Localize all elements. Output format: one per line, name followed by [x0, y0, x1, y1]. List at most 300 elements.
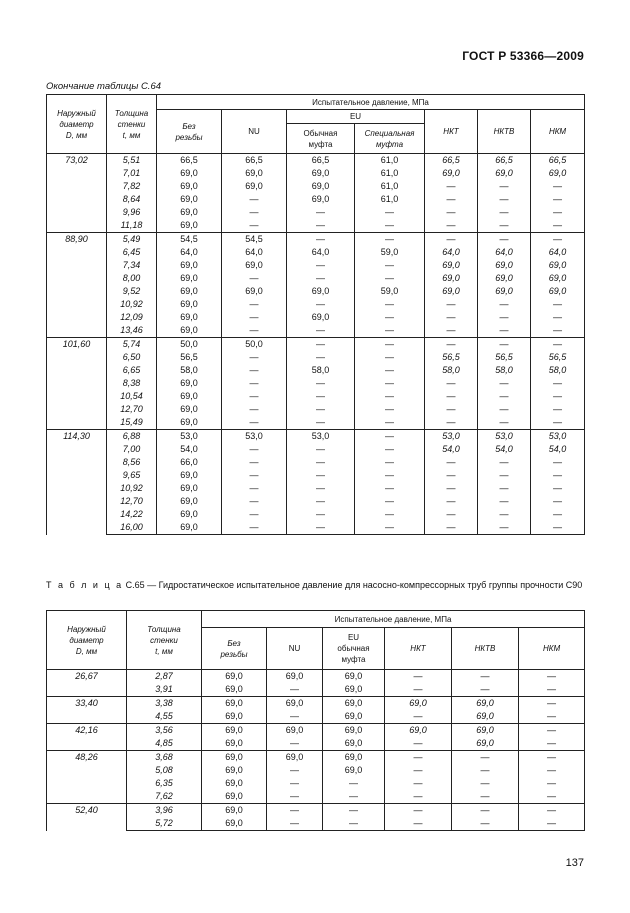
pressure-cell: 69,0 — [157, 390, 222, 403]
pressure-cell: 69,0 — [287, 311, 355, 324]
pressure-cell: — — [355, 508, 425, 521]
pressure-cell: — — [478, 206, 531, 219]
col-eu-special: Специальная муфта — [355, 124, 425, 154]
pressure-cell: 69,0 — [267, 724, 323, 738]
wall-thickness-cell: 3,91 — [127, 683, 202, 697]
pressure-cell: 69,0 — [157, 324, 222, 338]
pressure-cell: — — [452, 764, 519, 777]
pressure-cell: 54,5 — [222, 233, 287, 247]
pressure-cell: 69,0 — [323, 737, 385, 751]
table-row — [47, 443, 585, 456]
pressure-cell: — — [425, 456, 478, 469]
pressure-cell: — — [519, 817, 585, 831]
table-c64 — [46, 94, 585, 535]
pressure-cell: — — [425, 469, 478, 482]
pressure-cell: — — [355, 456, 425, 469]
pressure-cell: 64,0 — [478, 246, 531, 259]
pressure-cell: 61,0 — [355, 167, 425, 180]
col-outer-diameter: Наружный диаметр D, мм — [47, 611, 127, 670]
pressure-cell: 64,0 — [531, 246, 585, 259]
pressure-cell: 69,0 — [157, 180, 222, 193]
pressure-cell: 69,0 — [222, 259, 287, 272]
col-nu: NU — [267, 628, 323, 670]
table-row — [47, 482, 585, 495]
pressure-cell: 69,0 — [323, 751, 385, 765]
pressure-cell: — — [478, 233, 531, 247]
pressure-cell: 69,0 — [323, 670, 385, 684]
table-row — [47, 154, 585, 168]
pressure-cell: — — [478, 324, 531, 338]
pressure-cell: 69,0 — [531, 285, 585, 298]
pressure-cell: — — [287, 508, 355, 521]
col-nu: NU — [222, 110, 287, 154]
wall-thickness-cell: 16,00 — [107, 521, 157, 535]
pressure-cell: 53,0 — [425, 430, 478, 444]
pressure-cell: — — [531, 482, 585, 495]
pressure-cell: 69,0 — [157, 219, 222, 233]
pressure-cell: — — [323, 777, 385, 790]
pressure-cell: — — [355, 298, 425, 311]
table-row — [47, 167, 585, 180]
pressure-cell: — — [267, 790, 323, 804]
pressure-cell: — — [425, 377, 478, 390]
pressure-cell: — — [478, 311, 531, 324]
pressure-cell: — — [323, 790, 385, 804]
pressure-cell: — — [323, 804, 385, 818]
col-nkt: НКТ — [425, 110, 478, 154]
pressure-cell: — — [287, 390, 355, 403]
pressure-cell: — — [531, 377, 585, 390]
outer-diameter-cell: 48,26 — [47, 751, 127, 804]
col-eu-regular: Обычная муфта — [287, 124, 355, 154]
pressure-cell: 69,0 — [222, 285, 287, 298]
pressure-cell: — — [355, 521, 425, 535]
table-row — [47, 456, 585, 469]
pressure-cell: 69,0 — [287, 180, 355, 193]
pressure-cell: — — [287, 272, 355, 285]
wall-thickness-cell: 5,72 — [127, 817, 202, 831]
pressure-cell: 69,0 — [202, 790, 267, 804]
pressure-cell: — — [478, 495, 531, 508]
pressure-cell: — — [519, 737, 585, 751]
pressure-cell: — — [385, 751, 452, 765]
wall-thickness-cell: 6,65 — [107, 364, 157, 377]
pressure-cell: — — [222, 508, 287, 521]
pressure-cell: — — [222, 377, 287, 390]
pressure-cell: 56,5 — [425, 351, 478, 364]
pressure-cell: — — [355, 377, 425, 390]
pressure-cell: 69,0 — [157, 272, 222, 285]
pressure-cell: 54,5 — [157, 233, 222, 247]
pressure-cell: — — [355, 430, 425, 444]
pressure-cell: — — [222, 495, 287, 508]
page-number: 137 — [565, 857, 584, 869]
table-row — [47, 817, 585, 831]
pressure-cell: — — [355, 403, 425, 416]
pressure-cell: 53,0 — [222, 430, 287, 444]
col-plain-end: Без резьбы — [202, 628, 267, 670]
table-row — [47, 233, 585, 247]
wall-thickness-cell: 3,96 — [127, 804, 202, 818]
table-c65 — [46, 610, 585, 831]
pressure-cell: 66,5 — [531, 154, 585, 168]
pressure-cell: 69,0 — [157, 521, 222, 535]
pressure-cell: — — [478, 180, 531, 193]
pressure-cell: — — [222, 364, 287, 377]
table-row — [47, 751, 585, 765]
pressure-cell: 61,0 — [355, 154, 425, 168]
pressure-cell: 64,0 — [157, 246, 222, 259]
wall-thickness-cell: 3,38 — [127, 697, 202, 711]
outer-diameter-cell: 88,90 — [47, 233, 107, 338]
wall-thickness-cell: 11,18 — [107, 219, 157, 233]
pressure-cell: 69,0 — [287, 193, 355, 206]
pressure-cell: 66,5 — [478, 154, 531, 168]
pressure-cell: 58,0 — [157, 364, 222, 377]
table1-caption: Окончание таблицы С.64 — [46, 81, 162, 92]
pressure-cell: — — [519, 790, 585, 804]
table-row — [47, 777, 585, 790]
pressure-cell: — — [519, 697, 585, 711]
outer-diameter-cell: 42,16 — [47, 724, 127, 751]
pressure-cell: — — [531, 469, 585, 482]
pressure-cell: — — [287, 443, 355, 456]
pressure-cell: 58,0 — [425, 364, 478, 377]
table-row — [47, 193, 585, 206]
pressure-cell: — — [222, 272, 287, 285]
pressure-cell: — — [452, 817, 519, 831]
pressure-cell: 69,0 — [157, 298, 222, 311]
pressure-cell: — — [531, 338, 585, 352]
wall-thickness-cell: 8,64 — [107, 193, 157, 206]
pressure-cell: — — [287, 495, 355, 508]
wall-thickness-cell: 7,00 — [107, 443, 157, 456]
table-row — [47, 430, 585, 444]
wall-thickness-cell: 4,55 — [127, 710, 202, 724]
pressure-cell: — — [385, 737, 452, 751]
pressure-cell: 58,0 — [531, 364, 585, 377]
pressure-cell: — — [478, 390, 531, 403]
pressure-cell: — — [267, 737, 323, 751]
pressure-cell: — — [531, 324, 585, 338]
pressure-cell: — — [287, 456, 355, 469]
pressure-cell: — — [519, 710, 585, 724]
pressure-cell: 69,0 — [157, 193, 222, 206]
pressure-cell: 69,0 — [531, 167, 585, 180]
wall-thickness-cell: 12,70 — [107, 403, 157, 416]
col-test-pressure: Испытательное давление, МПа — [157, 95, 585, 110]
wall-thickness-cell: 5,51 — [107, 154, 157, 168]
pressure-cell: — — [385, 710, 452, 724]
pressure-cell: 69,0 — [287, 285, 355, 298]
pressure-cell: — — [385, 670, 452, 684]
pressure-cell: 64,0 — [287, 246, 355, 259]
col-nktv: НКТВ — [478, 110, 531, 154]
wall-thickness-cell: 14,22 — [107, 508, 157, 521]
col-plain-end: Без резьбы — [157, 110, 222, 154]
pressure-cell: — — [355, 272, 425, 285]
wall-thickness-cell: 6,50 — [107, 351, 157, 364]
pressure-cell: 69,0 — [222, 180, 287, 193]
pressure-cell: — — [222, 456, 287, 469]
pressure-cell: 69,0 — [531, 272, 585, 285]
pressure-cell: — — [478, 508, 531, 521]
pressure-cell: — — [222, 416, 287, 430]
pressure-cell: — — [519, 777, 585, 790]
pressure-cell: — — [425, 338, 478, 352]
table-row — [47, 804, 585, 818]
table-row — [47, 272, 585, 285]
pressure-cell: 56,5 — [531, 351, 585, 364]
pressure-cell: 69,0 — [452, 697, 519, 711]
col-nkm: НКМ — [531, 110, 585, 154]
pressure-cell: 69,0 — [267, 751, 323, 765]
pressure-cell: 54,0 — [425, 443, 478, 456]
wall-thickness-cell: 9,96 — [107, 206, 157, 219]
pressure-cell: 69,0 — [385, 724, 452, 738]
pressure-cell: 69,0 — [425, 167, 478, 180]
pressure-cell: — — [478, 219, 531, 233]
pressure-cell: — — [267, 777, 323, 790]
pressure-cell: — — [287, 219, 355, 233]
pressure-cell: 66,5 — [425, 154, 478, 168]
table-row — [47, 351, 585, 364]
pressure-cell: 69,0 — [157, 508, 222, 521]
pressure-cell: 69,0 — [478, 259, 531, 272]
wall-thickness-cell: 10,92 — [107, 298, 157, 311]
pressure-cell: 56,5 — [478, 351, 531, 364]
pressure-cell: — — [355, 324, 425, 338]
table-row — [47, 508, 585, 521]
pressure-cell: — — [425, 521, 478, 535]
pressure-cell: — — [425, 390, 478, 403]
table-row — [47, 259, 585, 272]
wall-thickness-cell: 7,82 — [107, 180, 157, 193]
pressure-cell: — — [355, 233, 425, 247]
wall-thickness-cell: 7,62 — [127, 790, 202, 804]
pressure-cell: 58,0 — [287, 364, 355, 377]
pressure-cell: 50,0 — [157, 338, 222, 352]
pressure-cell: — — [519, 724, 585, 738]
wall-thickness-cell: 9,65 — [107, 469, 157, 482]
col-nktv: НКТВ — [452, 628, 519, 670]
pressure-cell: — — [425, 482, 478, 495]
pressure-cell: — — [355, 443, 425, 456]
pressure-cell: 69,0 — [202, 751, 267, 765]
table-row — [47, 469, 585, 482]
outer-diameter-cell: 114,30 — [47, 430, 107, 535]
pressure-cell: 69,0 — [157, 495, 222, 508]
wall-thickness-cell: 8,56 — [107, 456, 157, 469]
pressure-cell: — — [425, 324, 478, 338]
table-row — [47, 521, 585, 535]
table2-caption: Т а б л и ц а С.65 — Гидростатическое испытательное давление для насосно-компрессорных труб группы прочности С90 — [46, 580, 583, 590]
pressure-cell: — — [519, 751, 585, 765]
pressure-cell: — — [531, 180, 585, 193]
pressure-cell: 69,0 — [287, 167, 355, 180]
pressure-cell: — — [355, 206, 425, 219]
pressure-cell: 54,0 — [531, 443, 585, 456]
table-row — [47, 324, 585, 338]
pressure-cell: — — [478, 469, 531, 482]
col-outer-diameter: Наружный диаметр D, мм — [47, 95, 107, 154]
pressure-cell: — — [385, 804, 452, 818]
pressure-cell: — — [222, 482, 287, 495]
pressure-cell: — — [287, 206, 355, 219]
pressure-cell: 61,0 — [355, 180, 425, 193]
table-row — [47, 311, 585, 324]
wall-thickness-cell: 4,85 — [127, 737, 202, 751]
pressure-cell: — — [478, 377, 531, 390]
pressure-cell: 69,0 — [157, 403, 222, 416]
pressure-cell: 50,0 — [222, 338, 287, 352]
wall-thickness-cell: 13,46 — [107, 324, 157, 338]
pressure-cell: — — [222, 403, 287, 416]
wall-thickness-cell: 15,49 — [107, 416, 157, 430]
pressure-cell: — — [478, 403, 531, 416]
pressure-cell: — — [385, 683, 452, 697]
pressure-cell: 56,5 — [157, 351, 222, 364]
pressure-cell: — — [519, 804, 585, 818]
pressure-cell: 66,5 — [157, 154, 222, 168]
pressure-cell: — — [287, 338, 355, 352]
pressure-cell: — — [287, 351, 355, 364]
wall-thickness-cell: 12,09 — [107, 311, 157, 324]
pressure-cell: — — [478, 416, 531, 430]
pressure-cell: — — [452, 751, 519, 765]
pressure-cell: — — [425, 233, 478, 247]
pressure-cell: — — [385, 817, 452, 831]
pressure-cell: 69,0 — [478, 272, 531, 285]
wall-thickness-cell: 8,00 — [107, 272, 157, 285]
pressure-cell: 69,0 — [157, 482, 222, 495]
pressure-cell: 59,0 — [355, 246, 425, 259]
pressure-cell: 69,0 — [157, 285, 222, 298]
pressure-cell: — — [287, 482, 355, 495]
pressure-cell: 69,0 — [202, 764, 267, 777]
table-row — [47, 416, 585, 430]
pressure-cell: 69,0 — [323, 697, 385, 711]
pressure-cell: — — [531, 456, 585, 469]
wall-thickness-cell: 12,70 — [107, 495, 157, 508]
pressure-cell: — — [478, 456, 531, 469]
pressure-cell: 69,0 — [267, 670, 323, 684]
pressure-cell: — — [222, 298, 287, 311]
pressure-cell: 69,0 — [202, 817, 267, 831]
pressure-cell: 69,0 — [531, 259, 585, 272]
table-row — [47, 495, 585, 508]
pressure-cell: — — [287, 259, 355, 272]
pressure-cell: — — [452, 670, 519, 684]
pressure-cell: 69,0 — [478, 167, 531, 180]
pressure-cell: — — [385, 764, 452, 777]
pressure-cell: — — [478, 193, 531, 206]
pressure-cell: 69,0 — [452, 710, 519, 724]
pressure-cell: — — [531, 311, 585, 324]
pressure-cell: 53,0 — [531, 430, 585, 444]
pressure-cell: — — [425, 416, 478, 430]
table-row — [47, 246, 585, 259]
pressure-cell: 69,0 — [425, 272, 478, 285]
pressure-cell: 53,0 — [478, 430, 531, 444]
table-row — [47, 298, 585, 311]
pressure-cell: — — [531, 495, 585, 508]
pressure-cell: — — [452, 790, 519, 804]
pressure-cell: 69,0 — [452, 724, 519, 738]
pressure-cell: — — [425, 508, 478, 521]
pressure-cell: 69,0 — [425, 285, 478, 298]
pressure-cell: — — [531, 233, 585, 247]
pressure-cell: — — [267, 804, 323, 818]
table-row — [47, 364, 585, 377]
pressure-cell: — — [222, 206, 287, 219]
pressure-cell: — — [355, 469, 425, 482]
pressure-cell: — — [531, 298, 585, 311]
pressure-cell: — — [287, 377, 355, 390]
pressure-cell: — — [222, 311, 287, 324]
wall-thickness-cell: 10,54 — [107, 390, 157, 403]
pressure-cell: — — [222, 390, 287, 403]
pressure-cell: 54,0 — [157, 443, 222, 456]
pressure-cell: — — [478, 338, 531, 352]
wall-thickness-cell: 3,56 — [127, 724, 202, 738]
pressure-cell: — — [425, 180, 478, 193]
pressure-cell: 66,0 — [157, 456, 222, 469]
pressure-cell: 61,0 — [355, 193, 425, 206]
pressure-cell: — — [355, 416, 425, 430]
pressure-cell: 69,0 — [202, 710, 267, 724]
pressure-cell: — — [531, 390, 585, 403]
pressure-cell: 69,0 — [157, 206, 222, 219]
pressure-cell: — — [267, 683, 323, 697]
pressure-cell: — — [287, 403, 355, 416]
pressure-cell: 69,0 — [157, 469, 222, 482]
pressure-cell: 66,5 — [222, 154, 287, 168]
pressure-cell: 69,0 — [323, 724, 385, 738]
pressure-cell: — — [355, 311, 425, 324]
table-row — [47, 683, 585, 697]
pressure-cell: 69,0 — [202, 737, 267, 751]
pressure-cell: — — [267, 710, 323, 724]
pressure-cell: 69,0 — [157, 167, 222, 180]
outer-diameter-cell: 101,60 — [47, 338, 107, 430]
pressure-cell: — — [222, 469, 287, 482]
pressure-cell: — — [452, 777, 519, 790]
pressure-cell: 69,0 — [267, 697, 323, 711]
pressure-cell: 69,0 — [425, 259, 478, 272]
pressure-cell: — — [267, 817, 323, 831]
pressure-cell: — — [222, 351, 287, 364]
pressure-cell: — — [531, 193, 585, 206]
table-row — [47, 390, 585, 403]
pressure-cell: 69,0 — [157, 416, 222, 430]
pressure-cell: — — [519, 670, 585, 684]
pressure-cell: — — [323, 817, 385, 831]
pressure-cell: — — [222, 521, 287, 535]
pressure-cell: — — [531, 521, 585, 535]
table-row — [47, 206, 585, 219]
pressure-cell: — — [287, 469, 355, 482]
pressure-cell: 69,0 — [323, 710, 385, 724]
pressure-cell: — — [425, 403, 478, 416]
pressure-cell: — — [222, 443, 287, 456]
col-nkt: НКТ — [385, 628, 452, 670]
table-row — [47, 338, 585, 352]
outer-diameter-cell: 52,40 — [47, 804, 127, 831]
pressure-cell: — — [425, 219, 478, 233]
pressure-cell: — — [222, 193, 287, 206]
pressure-cell: 69,0 — [157, 311, 222, 324]
